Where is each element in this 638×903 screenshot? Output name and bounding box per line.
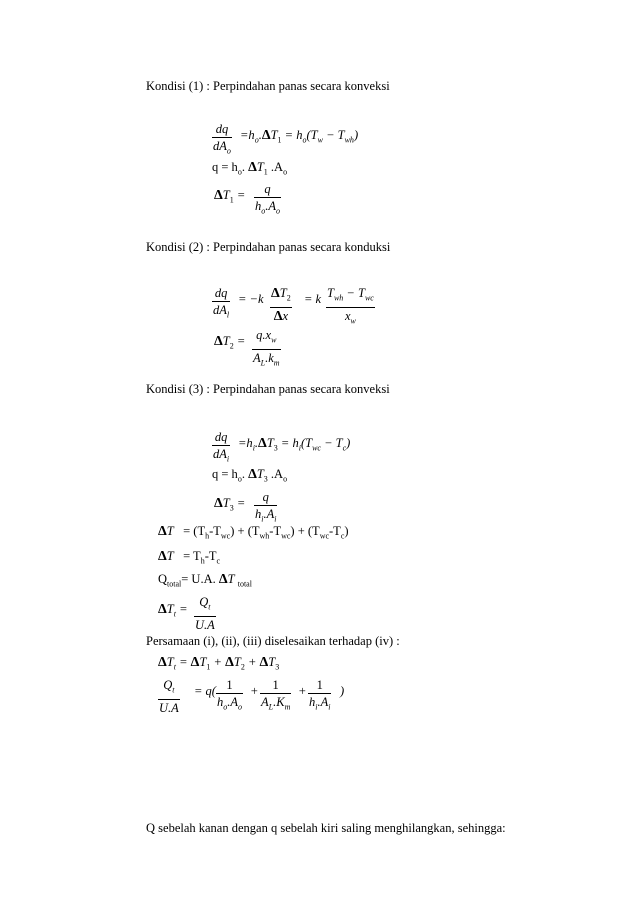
section-3-title: Kondisi (3) : Perpindahan panas secara konveksi <box>146 382 390 396</box>
fraction-dq-dao: dq $dA_o$ <box>213 122 231 156</box>
equation-dt-components: $\Delta T_t = \Delta T_1 + \Delta T_2 + \Delta T_3$ <box>158 655 280 672</box>
equation-dt-sum: ΔT = $(T_h-T_{wc}) + (T_{wh}-T_{wc}) + (T_{wc}-T_c)$ <box>158 524 349 541</box>
persamaan-text: Persamaan (i), (ii), (iii) diselesaikan terhadap (iv) : <box>146 634 400 648</box>
equation-3b: $q = h_o$. $\Delta T_3$ $.A_o$ <box>212 467 288 484</box>
equation-1b: $q = h_o$. $\Delta T_1$ $.A_o$ <box>212 160 288 177</box>
section-1-title: Kondisi (1) : Perpindahan panas secara konveksi <box>146 79 390 93</box>
section-2-title: Kondisi (2) : Perpindahan panas secara konduksi <box>146 240 391 254</box>
closing-text: Q sebelah kanan dengan q sebelah kiri saling menghilangkan, sehingga: <box>146 821 506 835</box>
equation-qtotal: $Q_{total}= U.A$. ΔT $_{total}$ <box>158 572 252 589</box>
equation-dt-simple: ΔT = $T_h-T_c$ <box>158 549 221 566</box>
